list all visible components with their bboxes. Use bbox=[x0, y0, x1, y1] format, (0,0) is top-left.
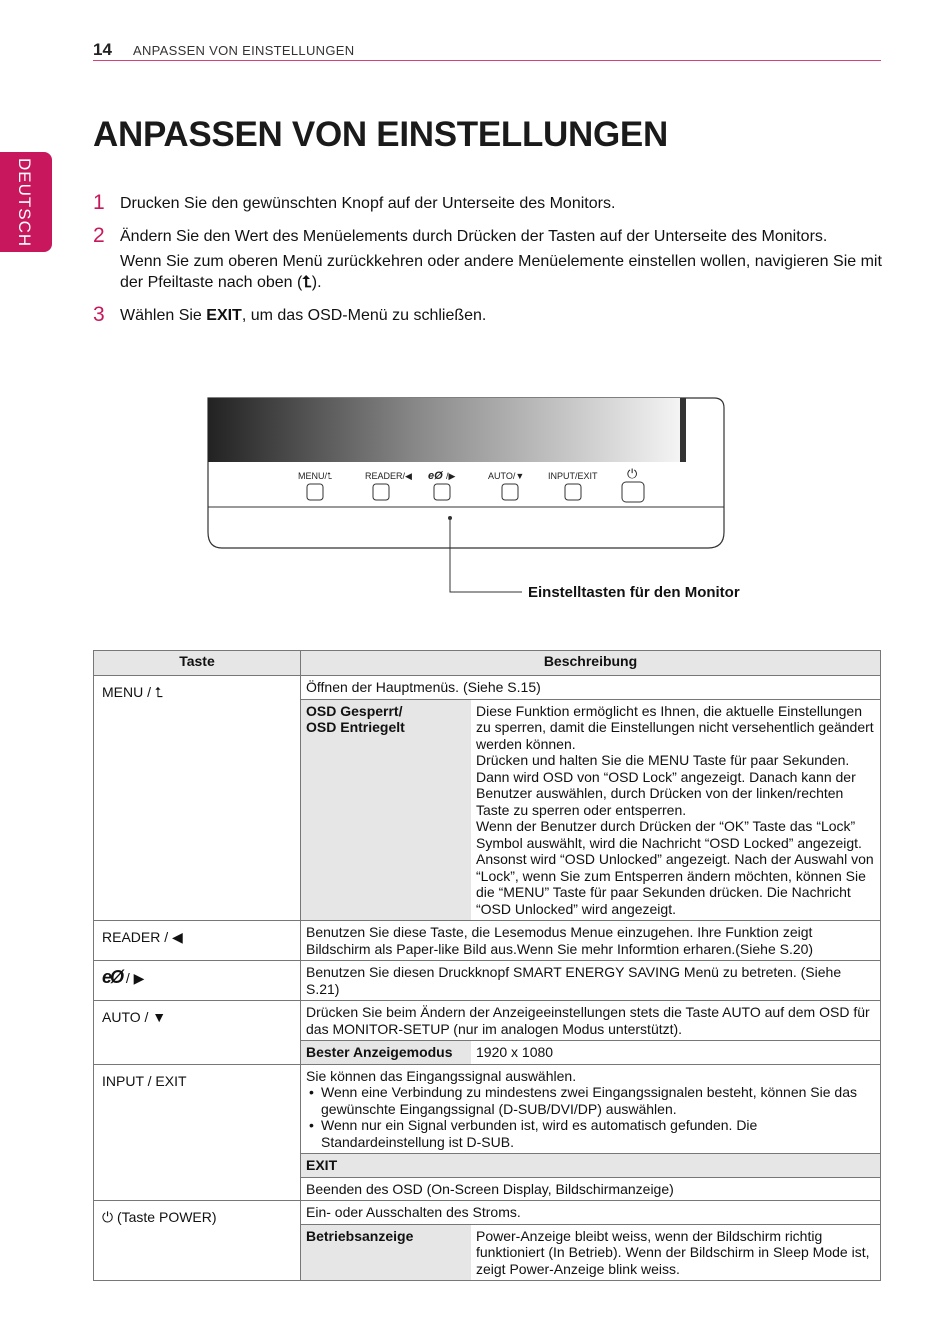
desc-cell bbox=[301, 1001, 881, 1065]
eco-key bbox=[434, 484, 450, 500]
auto-desc: Drücken Sie beim Ändern der Anzeigeeinstellungen stets die Taste AUTO auf dem OSD für das MONITOR-SETUP (nur im analogen Modus unterstützt). bbox=[306, 1004, 870, 1037]
eco-icon: eØ bbox=[428, 470, 443, 482]
power-led-label: Betriebsanzeige bbox=[301, 1224, 471, 1280]
exit-label: EXIT bbox=[301, 1154, 880, 1178]
step-1 bbox=[93, 193, 888, 214]
page-header bbox=[93, 38, 881, 61]
step-number: 1 bbox=[93, 191, 105, 214]
btn-label-input: INPUT/EXIT bbox=[548, 471, 598, 481]
menu-key bbox=[307, 484, 323, 500]
step-2 bbox=[93, 226, 888, 293]
btn-label-eco: /▶ bbox=[446, 471, 456, 481]
table-row-menu bbox=[94, 676, 881, 921]
step-subtext: Wenn Sie zum oberen Menü zurückkehren oder andere Menüelemente einstellen wollen, navigieren Sie mit der Pfeiltaste nach oben (⮤). bbox=[120, 253, 882, 291]
step-3 bbox=[93, 305, 888, 326]
reader-key bbox=[373, 484, 389, 500]
btn-label-reader: READER/◀ bbox=[365, 471, 412, 481]
page-title: ANPASSEN VON EINSTELLUNGEN bbox=[93, 115, 668, 154]
power-icon: ⏻ bbox=[102, 1209, 114, 1225]
step-text: Wählen Sie EXIT, um das OSD-Menü zu schließen. bbox=[120, 307, 487, 324]
desc-cell bbox=[301, 1201, 881, 1281]
figure-callout: Einstelltasten für den Monitor bbox=[528, 584, 740, 601]
list-item: • Wenn nur ein Signal verbunden ist, wird es automatisch gefunden. Die Standardeinstellung ist D-SUB. bbox=[321, 1117, 875, 1150]
best-mode-label: Bester Anzeigemodus bbox=[301, 1041, 471, 1064]
exit-desc: Beenden des OSD (On-Screen Display, Bildschirmanzeige) bbox=[301, 1177, 880, 1200]
power-led-text: Power-Anzeige bleibt weiss, wenn der Bildschirm richtig funktioniert (In Betrieb). Wenn der Bildschirm in Sleep Mode ist, zeigt Power-Anzeige blink weiss. bbox=[471, 1224, 880, 1280]
screen-edge bbox=[680, 398, 686, 462]
menu-desc: Öffnen der Hauptmenüs. (Siehe S.15) bbox=[306, 679, 541, 695]
language-side-tab bbox=[0, 152, 52, 252]
power-desc: Ein- oder Ausschalten des Stroms. bbox=[306, 1204, 521, 1220]
key-cell: READER / ◀ bbox=[94, 921, 301, 961]
table-row-reader bbox=[94, 921, 881, 961]
table-row-auto bbox=[94, 1001, 881, 1065]
key-cell: eØ / ▶ bbox=[94, 961, 301, 1001]
table-row-input bbox=[94, 1064, 881, 1201]
auto-key bbox=[502, 484, 518, 500]
monitor-screen bbox=[208, 398, 680, 462]
desc-cell: Benutzen Sie diese Taste, die Lesemodus Menue einzugehen. Ihre Funktion zeigt Bildschirm als Paper-like Bild aus.Wenn Sie mehr Informtion erharen.(Siehe S.20) bbox=[301, 921, 881, 961]
key-cell: INPUT / EXIT bbox=[94, 1064, 301, 1201]
callout-dot bbox=[448, 516, 452, 520]
side-tab-label: DEUTSCH bbox=[15, 158, 34, 248]
step-text: Ändern Sie den Wert des Menüelements durch Drücken der Tasten auf der Unterseite des Monitors. bbox=[120, 228, 828, 245]
page-number: 14 bbox=[93, 40, 112, 59]
osd-lock-label: OSD Gesperrt/ OSD Entriegelt bbox=[301, 699, 471, 920]
desc-cell bbox=[301, 1064, 881, 1201]
column-header: Taste bbox=[94, 651, 301, 676]
table-row-power bbox=[94, 1201, 881, 1281]
btn-label-auto: AUTO/▼ bbox=[488, 471, 525, 481]
input-key bbox=[565, 484, 581, 500]
column-header: Beschreibung bbox=[301, 651, 881, 676]
power-key bbox=[622, 482, 644, 502]
desc-cell: Benutzen Sie diesen Druckknopf SMART ENERGY SAVING Menü zu betreten. (Siehe S.21) bbox=[301, 961, 881, 1001]
list-item: • Wenn eine Verbindung zu mindestens zwei Eingangssignalen besteht, können Sie das gewünschte Eingangssignal (D-SUB/DVI/DP) auswählen. bbox=[321, 1084, 875, 1117]
table-header-row bbox=[94, 651, 881, 676]
key-cell: MENU / ⮤ bbox=[94, 676, 301, 921]
best-mode-value: 1920 x 1080 bbox=[471, 1041, 880, 1064]
steps-list bbox=[93, 193, 888, 338]
table-row-eco bbox=[94, 961, 881, 1001]
btn-label-menu: MENU/⮤ bbox=[298, 471, 333, 481]
osd-lock-text: Diese Funktion ermöglicht es Ihnen, die aktuelle Einstellungen zu sperren, damit die Einstellungen nicht versehentlich geändert werden können. Drücken und halten Sie die MENU Taste für paar Sekunden. Dann wird OSD von “OSD Lock” angezeigt. Danach kann der Benutzer auswählen, durch Drücken von der linken/rechten Taste zu sperren oder entsperren. Wenn der Benutzer durch Drücken der “OK” Taste das “Lock” Symbol auswählt, wird die Nachricht “OSD Locked” angezeigt. Ansonst wird “OSD Unlocked” angezeigt. Nach der Auswahl von “Lock”, wenn Sie zum Entsperren ändern möchten, können Sie die “MENU” Taste für paar Sekunden drücken. Die Nachricht “OSD Unlocked” wird angezeigt. bbox=[471, 699, 880, 920]
desc-cell bbox=[301, 676, 881, 921]
up-arrow-icon: ⮤ bbox=[302, 274, 312, 291]
input-desc: Sie können das Eingangssignal auswählen. • Wenn eine Verbindung zu mindestens zwei Eingangssignalen besteht, können Sie das gewünschte Eingangssignal (D-SUB/DVI/DP) auswählen. • Wenn nur ein Signal verbunden ist, wird es automatisch gefunden. Die Standardeinstellung ist D-SUB. bbox=[301, 1065, 880, 1154]
key-cell: AUTO / ▼ bbox=[94, 1001, 301, 1065]
key-table bbox=[93, 650, 881, 1281]
key-cell: ⏻ (Taste POWER) bbox=[94, 1201, 301, 1281]
step-number: 3 bbox=[93, 303, 105, 326]
power-icon: ⏻ bbox=[627, 466, 638, 481]
running-head: ANPASSEN VON EINSTELLUNGEN bbox=[133, 43, 355, 58]
eco-icon: eØ bbox=[102, 967, 123, 987]
step-number: 2 bbox=[93, 224, 105, 247]
monitor-illustration bbox=[200, 392, 730, 612]
step-text: Drucken Sie den gewünschten Knopf auf der Unterseite des Monitors. bbox=[120, 195, 616, 212]
